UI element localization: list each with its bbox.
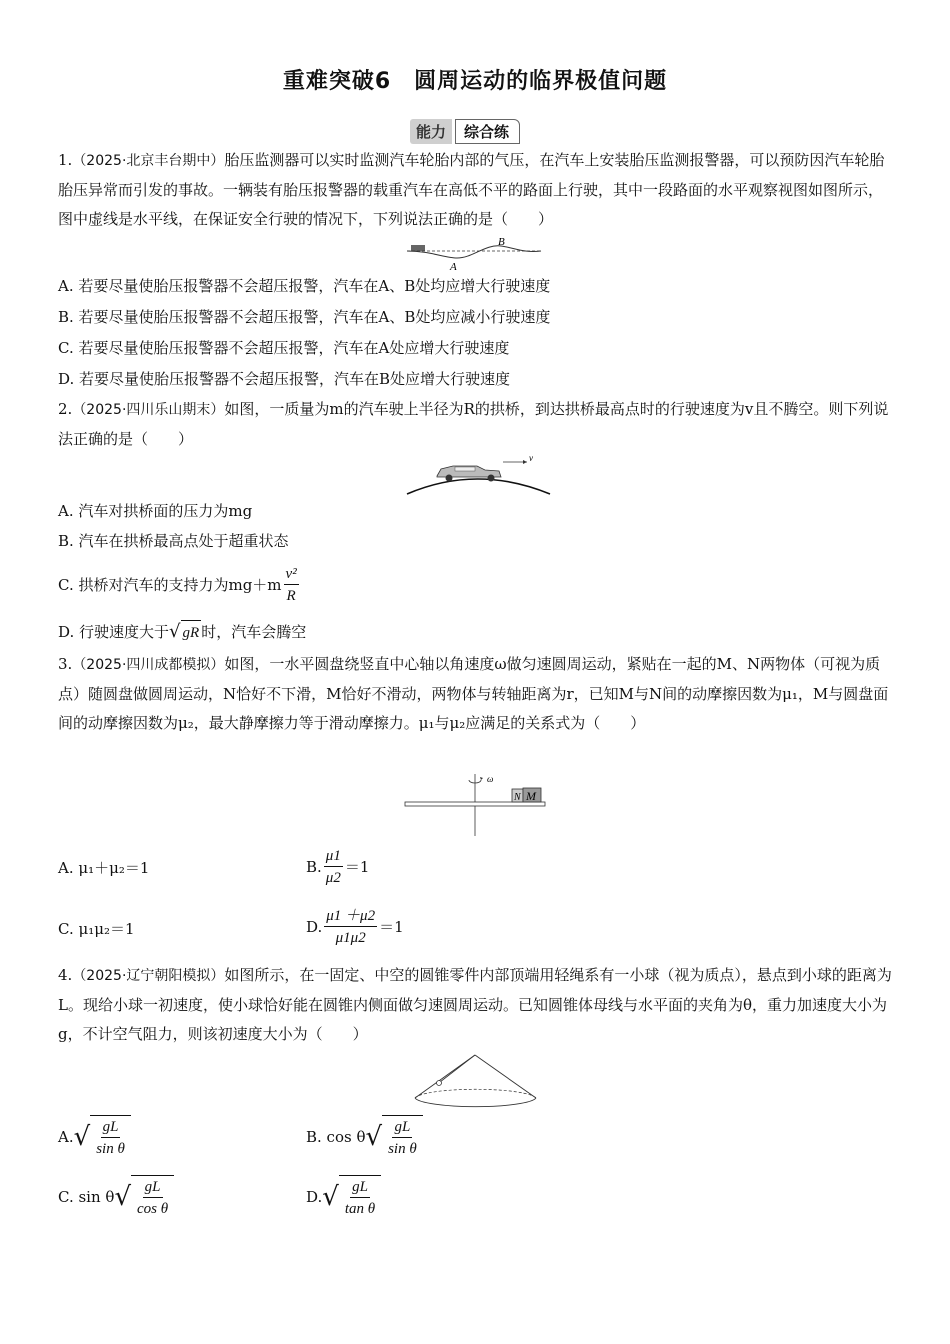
- q3-option-d-numerator: μ1 ＋μ2: [326, 908, 376, 924]
- q3-option-d-prefix: D.: [306, 917, 323, 936]
- q4-source: （2025·辽宁朝阳模拟）: [72, 968, 225, 984]
- q4-cone-figure: [408, 1052, 543, 1114]
- q3-label-n: N: [514, 792, 521, 803]
- q3-option-b[interactable]: [306, 845, 369, 888]
- q2-option-c-prefix: C. 拱桥对汽车的支持力为mg＋m: [58, 575, 282, 594]
- sqrt-symbol-icon: √ $\frac{gL}{\text{cos θ}}$: [114, 1175, 174, 1219]
- q4-option-a-numerator: gL: [102, 1119, 119, 1135]
- q4-option-d-numerator: gL: [352, 1179, 368, 1195]
- sqrt-symbol-icon: √ $\frac{gL}{\text{sin θ}}$: [366, 1115, 423, 1159]
- q4-option-d-denominator: tan θ: [344, 1201, 376, 1217]
- q4-option-d-prefix: D.: [306, 1188, 323, 1206]
- q2-option-d-radicand: gR: [182, 625, 200, 641]
- q3-text: 如图，一水平圆盘绕竖直中心轴以角速度ω做匀速圆周运动，紧贴在一起的M、N两物体（可视为质点）随圆盘做圆周运动，N恰好不下滑，M恰好不滑动，两物体与转轴距离为r，已知M与N间的动摩擦因数为μ₁，M与圆盘面间的动摩擦因数为μ₂，最大静摩擦力等于滑动摩擦力。μ₁与μ₂应满足的关系式为（ ）: [58, 655, 889, 732]
- q3-disk-figure: [403, 772, 548, 838]
- q3-option-b-prefix: B.: [306, 857, 322, 876]
- q3-label-m: M: [526, 789, 536, 803]
- q3-option-b-denominator: μ2: [325, 870, 341, 886]
- q2-label-v: v: [529, 453, 533, 463]
- q1-truck-shape: [411, 245, 425, 251]
- q4-option-b-prefix: B. cos θ: [306, 1128, 366, 1146]
- q4-option-a[interactable]: [58, 1115, 131, 1159]
- q1-road-figure: [405, 236, 545, 272]
- q3-option-d-fraction: [324, 905, 377, 948]
- q3-option-b-fraction: [324, 845, 343, 888]
- q1-option-c[interactable]: C. 若要尽量使胎压报警器不会超压报警，汽车在A处应增大行驶速度: [58, 339, 510, 357]
- q1-option-a[interactable]: A. 若要尽量使胎压报警器不会超压报警，汽车在A、B处均应增大行驶速度: [58, 277, 551, 295]
- q1-source: （2025·北京丰台期中）: [72, 153, 225, 169]
- q4-option-c-denominator: cos θ: [137, 1201, 169, 1217]
- q4-ball-shape: [437, 1081, 442, 1086]
- q1-option-d[interactable]: D. 若要尽量使胎压报警器不会超压报警，汽车在B处应增大行驶速度: [58, 370, 511, 388]
- q2-option-d-suffix: 时，汽车会腾空: [201, 623, 307, 641]
- q3-option-d-suffix: ＝1: [379, 917, 404, 936]
- q4-option-a-denominator: sin θ: [96, 1141, 125, 1157]
- q2-option-c-fraction: [284, 563, 299, 606]
- sqrt-symbol-icon: √ $\frac{gL}{\text{tan θ}}$: [322, 1175, 381, 1219]
- q3-number: 3.: [58, 655, 73, 673]
- q4-option-c-prefix: C. sin θ: [58, 1188, 115, 1206]
- q4-option-a-prefix: A.: [58, 1128, 74, 1146]
- q2-option-c-numerator: v²: [285, 566, 297, 582]
- question-2-stem: [58, 395, 894, 454]
- q3-source: （2025·四川成都模拟）: [72, 657, 225, 673]
- q3-label-omega: ω: [487, 774, 494, 784]
- badge-right: 综合练: [455, 119, 520, 144]
- q3-option-d[interactable]: [306, 905, 404, 948]
- q2-option-d-prefix: D. 行驶速度大于: [58, 623, 170, 641]
- q3-option-d-denominator: μ1μ2: [335, 930, 366, 946]
- question-4-stem: [58, 961, 894, 1049]
- q2-bridge-figure: [405, 452, 555, 497]
- q4-option-c[interactable]: [58, 1175, 174, 1219]
- q3-option-c[interactable]: C. μ₁μ₂＝1: [58, 920, 135, 938]
- q4-option-b-numerator: gL: [394, 1119, 411, 1135]
- q1-option-b[interactable]: B. 若要尽量使胎压报警器不会超压报警，汽车在A、B处均应减小行驶速度: [58, 308, 551, 326]
- q2-option-b[interactable]: B. 汽车在拱桥最高点处于超重状态: [58, 532, 289, 550]
- q2-source: （2025·四川乐山期末）: [72, 402, 225, 418]
- q1-label-a: A: [450, 261, 457, 272]
- q4-text: 如图所示，在一固定、中空的圆锥零件内部顶端用轻绳系有一小球（视为质点），悬点到小球的距离为L。现给小球一初速度，使小球恰好能在圆锥内侧面做匀速圆周运动。已知圆锥体母线与水平面的夹角为θ，重力加速度大小为g，不计空气阻力，则该初速度大小为（ ）: [58, 966, 892, 1043]
- q3-option-b-numerator: μ1: [325, 848, 341, 864]
- q4-option-b-denominator: sin θ: [388, 1141, 417, 1157]
- q4-number: 4.: [58, 966, 73, 984]
- question-1-stem: [58, 146, 894, 234]
- q2-option-c[interactable]: [58, 563, 301, 606]
- question-3-stem: [58, 650, 894, 738]
- q2-option-c-denominator: R: [286, 588, 296, 604]
- q2-text: 如图，一质量为m的汽车驶上半径为R的拱桥，到达拱桥最高点时的行驶速度为v且不腾空。则下列说法正确的是（ ）: [58, 400, 889, 448]
- badge-left: 能力: [410, 119, 452, 144]
- q2-option-d[interactable]: [58, 620, 306, 644]
- q4-option-d[interactable]: [306, 1175, 381, 1219]
- q3-option-b-suffix: ＝1: [344, 857, 370, 876]
- page-title: 重难突破6 圆周运动的临界极值问题: [282, 69, 668, 94]
- q1-number: 1.: [58, 151, 73, 169]
- section-badge: [410, 118, 520, 144]
- sqrt-symbol-icon: √ gR: [169, 621, 200, 642]
- q1-label-b: B: [498, 236, 505, 248]
- q1-text: 胎压监测器可以实时监测汽车轮胎内部的气压，在汽车上安装胎压监测报警器，可以预防因汽车轮胎胎压异常而引发的事故。一辆装有胎压报警器的载重汽车在高低不平的路面上行驶，其中一段路面的水平观察视图如图所示，图中虚线是水平线，在保证安全行驶的情况下，下列说法正确的是（ ）: [58, 151, 885, 228]
- q3-option-a[interactable]: A. μ₁＋μ₂＝1: [58, 859, 150, 877]
- sqrt-symbol-icon: √ $\frac{gL}{\text{sin θ}}$: [74, 1115, 131, 1159]
- q2-option-a[interactable]: A. 汽车对拱桥面的压力为mg: [58, 502, 253, 520]
- q4-option-b[interactable]: [306, 1115, 423, 1159]
- q4-option-c-numerator: gL: [144, 1179, 161, 1195]
- q2-number: 2.: [58, 400, 73, 418]
